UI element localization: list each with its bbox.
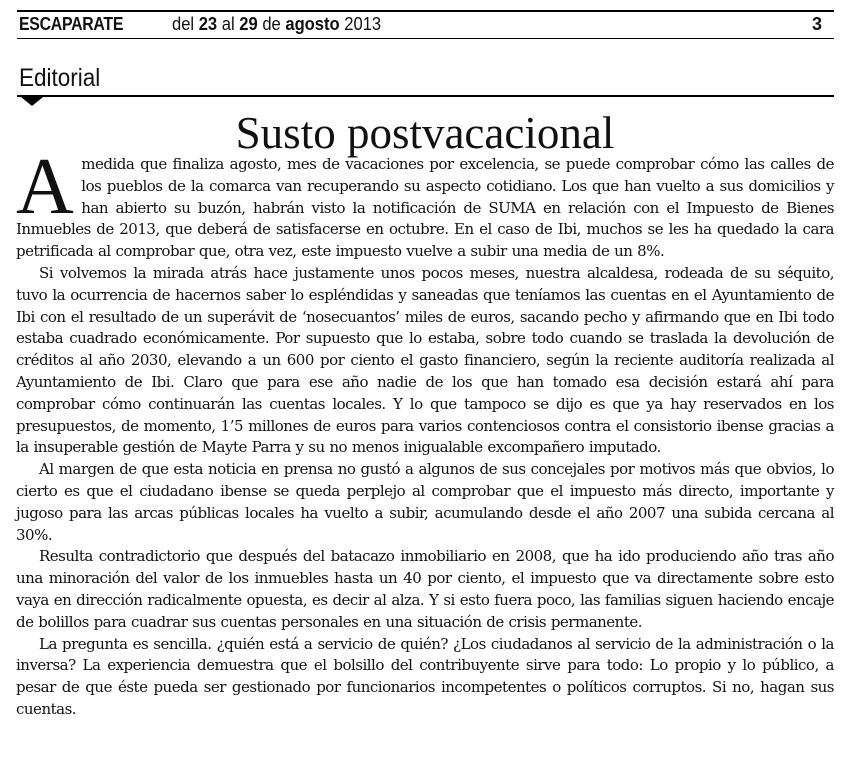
paragraph xyxy=(16,143,834,263)
page-number: 3 xyxy=(811,14,822,34)
date-day-start: 23 xyxy=(198,14,218,34)
drop-cap: A xyxy=(16,143,74,231)
date-month: agosto xyxy=(285,14,340,34)
date-year: 2013 xyxy=(344,14,382,34)
date-connector: al xyxy=(221,14,235,34)
paragraph: Si volvemos la mirada atrás hace justamente unos pocos meses, nuestra alcaldesa, rodeada de su séquito, tuvo la ocurrencia de hacernos saber lo espléndidas y saneadas que teníamos las cuentas en el Ayuntamiento de Ibi con el resultado de un superávit de ‘nosecuantos’ miles de euros, sacando pecho y afirmando que en Ibi todo estaba cuadrado económicamente. Por supuesto que lo estaba, sobre todo cuando se traslada la devolución de créditos al año 2030, elevando a un 600 por ciento el gasto financiero, según la reciente auditoría realizada al Ayuntamiento de Ibi. Claro que para ese año nadie de los que han tomado esa decisión estará ahí para comprobar cómo continuarán las cuentas locales. Y lo que tampoco se dijo es que ya hay reservados en los presupuestos, de momento, 1’5 millones de euros para varios contenciosos contra el consistorio ibense gracias a la insuperable gestión de Mayte Parra y su no menos inigualable excompañero imputado. xyxy=(16,263,834,457)
article-body xyxy=(16,143,834,721)
section-label: Editorial xyxy=(19,64,101,92)
issue-date xyxy=(172,14,381,35)
paragraph: Al margen de que esta noticia en prensa no gustó a algunos de sus concejales por motivos más que obvios, lo cierto es que el ciudadano ibense se queda perplejo al comprobar que el impuesto más directo, importante y jugoso para las arcas públicas locales ha vuelto a subir, acumulando desde el año 2007 una subida cercana al 30%. xyxy=(16,460,834,544)
paragraph: Resulta contradictorio que después del batacazo inmobiliario en 2008, que ha ido produciendo año tras año una minoración del valor de los inmuebles hasta un 40 por ciento, el impuesto que va directamente sobre esto vaya en dirección radicalmente opuesta, es decir al alza. Y si esto fuera poco, las familias siguen haciendo encaje de bolillos para cuadrar sus cuentas personales en una situación de crisis permanente. xyxy=(16,547,834,631)
section-divider xyxy=(17,95,834,97)
date-of: de xyxy=(262,14,281,34)
date-prefix: del xyxy=(172,14,195,34)
article-title: Susto postvacacional xyxy=(235,108,615,158)
publication-name: ESCAPARATE xyxy=(19,14,124,34)
paragraph: La pregunta es sencilla. ¿quién está a servicio de quién? ¿Los ciudadanos al servicio de la administración o la inversa? La experiencia demuestra que el bolsillo del contribuyente sirve para todo: Lo propio y lo público, a pesar de que éste pueda ser gestionado por funcionarios incompetentes o políticos corruptos. Si no, hagan sus cuentas. xyxy=(16,634,834,718)
page-header xyxy=(17,10,834,39)
paragraph-text: medida que finaliza agosto, mes de vacaciones por excelencia, se puede comprobar cómo las calles de los pueblos de la comarca van recuperando su aspecto cotidiano. Los que han vuelto a sus domicilios y han abierto su buzón, habrán visto la notificación de SUMA en relación con el Impuesto de Bienes Inmuebles de 2013, que deberá de satisfacerse en octubre. En el caso de Ibi, muchos se les ha quedado la cara petrificada al comprobar que, otra vez, este impuesto vuelve a subir una media de un 8%. xyxy=(16,155,834,261)
date-day-end: 29 xyxy=(239,14,258,34)
section-marker-icon xyxy=(21,97,43,106)
